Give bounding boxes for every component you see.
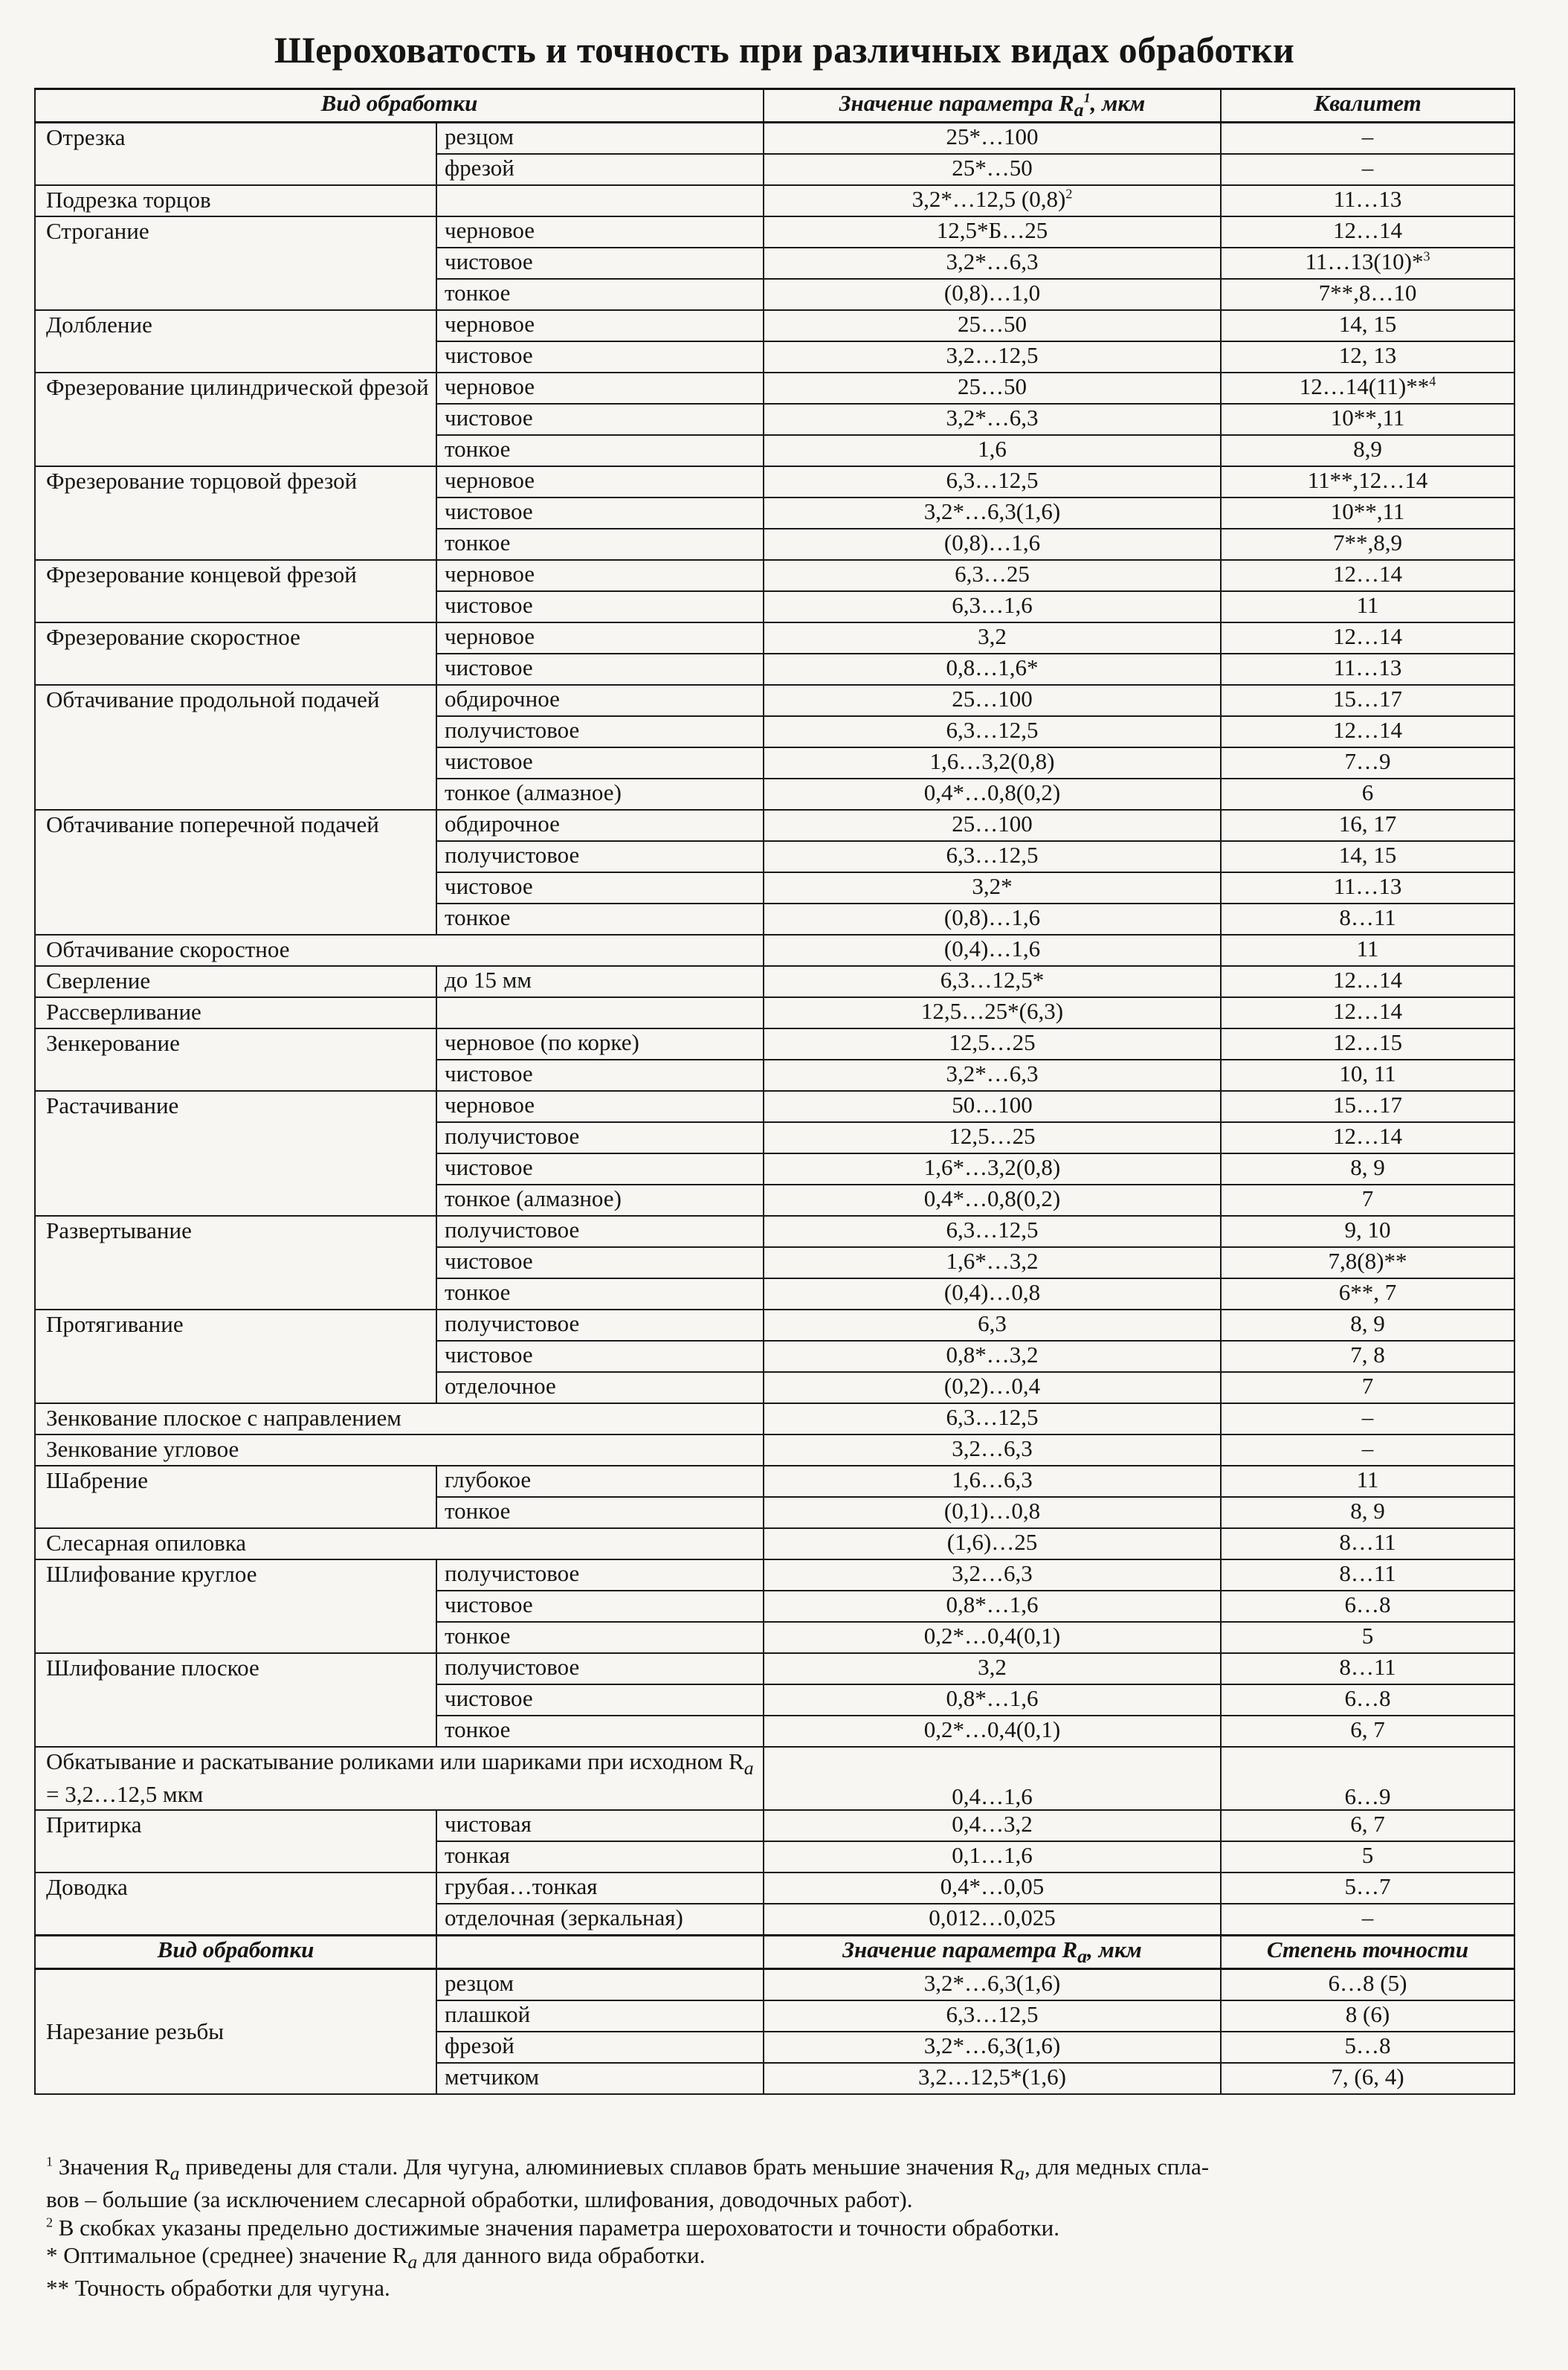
cell-ra-value: 25*…50 (764, 154, 1221, 185)
cell-ra-value: 3,2 (764, 1653, 1221, 1684)
table-row (35, 1969, 1514, 2001)
cell-quality-grade: 11 (1221, 591, 1514, 622)
header-ra-value: Значение параметра $R_a^1$, мкм (764, 89, 1221, 123)
cell-subtype: черновое (436, 1091, 764, 1122)
table-row (35, 1091, 1514, 1122)
cell-quality-grade: 7,8(8)** (1221, 1247, 1514, 1278)
table-row (35, 1028, 1514, 1060)
cell-quality-grade: 7, 8 (1221, 1341, 1514, 1372)
cell-ra-value: 0,2*…0,4(0,1) (764, 1622, 1221, 1653)
table-row (35, 997, 1514, 1028)
cell-processing-type: Слесарная опиловка (35, 1528, 764, 1559)
cell-processing-type: Обтачивание поперечной подачей (35, 810, 436, 935)
cell-processing-type: Фрезерование концевой фрезой (35, 560, 436, 622)
cell-quality-grade: 6**, 7 (1221, 1278, 1514, 1310)
cell-ra-value: 6,3…25 (764, 560, 1221, 591)
cell-ra-value: (0,4)…0,8 (764, 1278, 1221, 1310)
table-row (35, 1466, 1514, 1497)
cell-quality-grade: 7 (1221, 1185, 1514, 1216)
cell-quality-grade: 8, 9 (1221, 1153, 1514, 1185)
cell-ra-value: 0,1…1,6 (764, 1841, 1221, 1873)
table-row (35, 1434, 1514, 1466)
cell-subtype: тонкая (436, 1841, 764, 1873)
cell-ra-value: (0,8)…1,0 (764, 279, 1221, 310)
cell-ra-value: 1,6…6,3 (764, 1466, 1221, 1497)
table-row (35, 966, 1514, 997)
cell-ra-value: 25…50 (764, 373, 1221, 404)
cell-subtype: обдирочное (436, 685, 764, 716)
cell-quality-grade: 8…11 (1221, 1528, 1514, 1559)
cell-processing-type: Развертывание (35, 1216, 436, 1310)
cell-subtype: черновое (436, 310, 764, 341)
cell-subtype: тонкое (436, 435, 764, 466)
cell-subtype: получистовое (436, 1559, 764, 1591)
cell-ra-value: 0,8*…1,6 (764, 1684, 1221, 1716)
cell-quality-grade: 11 (1221, 1466, 1514, 1497)
header-quality-grade: Квалитет (1221, 89, 1514, 123)
cell-ra-value: 25*…100 (764, 123, 1221, 155)
cell-subtype: отделочное (436, 1372, 764, 1403)
table-row (35, 810, 1514, 841)
cell-processing-type: Зенкование плоское с направлением (35, 1403, 764, 1434)
cell-ra-value: 6,3…12,5* (764, 966, 1221, 997)
table-row (35, 560, 1514, 591)
cell-quality-grade: 16, 17 (1221, 810, 1514, 841)
cell-quality-grade: 5 (1221, 1841, 1514, 1873)
table-row (35, 1653, 1514, 1684)
cell-ra-value: 50…100 (764, 1091, 1221, 1122)
cell-ra-value: 0,4*…0,8(0,2) (764, 779, 1221, 810)
cell-subtype: чистовое (436, 747, 764, 779)
table-header-row (35, 89, 1514, 123)
cell-quality-grade: 15…17 (1221, 1091, 1514, 1122)
cell-quality-grade: 12…14 (1221, 997, 1514, 1028)
table-row (35, 1559, 1514, 1591)
cell-subtype: получистовое (436, 716, 764, 747)
cell-processing-type: Сверление (35, 966, 436, 997)
table-row (35, 466, 1514, 497)
cell-ra-value: 3,2*…6,3 (764, 1060, 1221, 1091)
cell-quality-grade: 12…14 (1221, 966, 1514, 997)
cell-subtype: получистовое (436, 1310, 764, 1341)
cell-ra-value: 6,3…12,5 (764, 1403, 1221, 1434)
cell-quality-grade: 12…14 (1221, 1122, 1514, 1153)
table-row (35, 685, 1514, 716)
cell-subtype: тонкое (436, 279, 764, 310)
cell-subtype: чистовое (436, 341, 764, 373)
cell-subtype: грубая…тонкая (436, 1873, 764, 1904)
cell-processing-type: Шлифование круглое (35, 1559, 436, 1653)
cell-quality-grade: 11…13(10)*$^3$ (1221, 248, 1514, 279)
cell-subtype (436, 185, 764, 216)
cell-subtype: резцом (436, 1969, 764, 2001)
cell-subtype: до 15 мм (436, 966, 764, 997)
cell-quality-grade: 11 (1221, 935, 1514, 966)
cell-processing-type: Рассверливание (35, 997, 436, 1028)
cell-ra-value: (1,6)…25 (764, 1528, 1221, 1559)
footnote-1: $^1$ Значения $R_a$ приведены для стали. Для чугуна, алюминиевых сплавов брать меньшие значения $R_a$, для медных спла- (46, 2154, 1210, 2185)
cell-subtype: получистовое (436, 1122, 764, 1153)
cell-ra-value: 3,2*…6,3(1,6) (764, 1969, 1221, 2001)
cell-processing-type: Строгание (35, 216, 436, 310)
cell-quality-grade: 6, 7 (1221, 1810, 1514, 1841)
cell-processing-type: Нарезание резьбы (35, 1969, 436, 2095)
cell-ra-value: 6,3…12,5 (764, 1216, 1221, 1247)
cell-quality-grade: 6, 7 (1221, 1716, 1514, 1747)
table-row (35, 216, 1514, 248)
cell-subtype: чистовое (436, 1153, 764, 1185)
cell-ra-value: 3,2 (764, 622, 1221, 654)
cell-processing-type: Фрезерование цилиндрической фрезой (35, 373, 436, 466)
cell-quality-grade: 15…17 (1221, 685, 1514, 716)
cell-ra-value: 6,3…12,5 (764, 841, 1221, 872)
cell-subtype: тонкое (алмазное) (436, 779, 764, 810)
cell-subtype: чистовое (436, 1591, 764, 1622)
cell-subtype: тонкое (436, 1278, 764, 1310)
cell-subtype: чистовое (436, 1247, 764, 1278)
table-row (35, 1810, 1514, 1841)
cell-ra-value: 0,8*…1,6 (764, 1591, 1221, 1622)
cell-subtype: обдирочное (436, 810, 764, 841)
cell-subtype: чистовое (436, 872, 764, 904)
cell-quality-grade: 11…13 (1221, 872, 1514, 904)
cell-ra-value: 3,2*…6,3(1,6) (764, 497, 1221, 529)
cell-quality-grade: 7**,8,9 (1221, 529, 1514, 560)
cell-ra-value: 0,4…3,2 (764, 1810, 1221, 1841)
cell-quality-grade: 7 (1221, 1372, 1514, 1403)
cell-quality-grade: 6…9 (1221, 1747, 1514, 1810)
page-title: Шероховатость и точность при различных видах обработки (274, 29, 1295, 71)
cell-processing-type: Шабрение (35, 1466, 436, 1528)
table-row (35, 310, 1514, 341)
cell-processing-type: Зенкование угловое (35, 1434, 764, 1466)
cell-ra-value: 3,2…12,5 (764, 341, 1221, 373)
cell-quality-grade: 6…8 (5) (1221, 1969, 1514, 2001)
header2-processing-type: Вид обработки (35, 1936, 436, 1969)
cell-ra-value: 0,4*…0,05 (764, 1873, 1221, 1904)
cell-ra-value: 25…100 (764, 685, 1221, 716)
cell-processing-type: Обтачивание скоростное (35, 935, 764, 966)
cell-ra-value: 3,2…6,3 (764, 1434, 1221, 1466)
table-row (35, 185, 1514, 216)
cell-quality-grade: 8…11 (1221, 1653, 1514, 1684)
cell-subtype: чистовое (436, 654, 764, 685)
cell-ra-value: 1,6*…3,2(0,8) (764, 1153, 1221, 1185)
cell-quality-grade: 5 (1221, 1622, 1514, 1653)
cell-quality-grade: 8 (6) (1221, 2000, 1514, 2032)
cell-ra-value: 3,2…12,5*(1,6) (764, 2063, 1221, 2094)
cell-ra-value: 25…100 (764, 810, 1221, 841)
cell-subtype: чистовое (436, 1060, 764, 1091)
cell-quality-grade: 11**,12…14 (1221, 466, 1514, 497)
cell-subtype: тонкое (436, 1622, 764, 1653)
cell-ra-value: (0,1)…0,8 (764, 1497, 1221, 1528)
header2-ra-value: Значение параметра $R_a$, мкм (764, 1936, 1221, 1969)
cell-quality-grade: 11…13 (1221, 185, 1514, 216)
cell-subtype: получистовое (436, 1653, 764, 1684)
cell-quality-grade: 6 (1221, 779, 1514, 810)
table-row (35, 373, 1514, 404)
cell-processing-type: Фрезерование скоростное (35, 622, 436, 685)
cell-processing-type: Отрезка (35, 123, 436, 186)
cell-quality-grade: 10, 11 (1221, 1060, 1514, 1091)
cell-quality-grade: 12…15 (1221, 1028, 1514, 1060)
cell-ra-value: 12,5…25*(6,3) (764, 997, 1221, 1028)
cell-subtype: тонкое (436, 1497, 764, 1528)
cell-ra-value: 3,2*…6,3(1,6) (764, 2032, 1221, 2063)
header2-precision-degree: Степень точности (1221, 1936, 1514, 1969)
cell-subtype: черновое (436, 466, 764, 497)
cell-quality-grade: 10**,11 (1221, 404, 1514, 435)
footnote-1-cont: вов – большие (за исключением слесарной обработки, шлифования, доводочных работ). (46, 2186, 913, 2212)
cell-subtype: тонкое (436, 529, 764, 560)
cell-quality-grade: – (1221, 123, 1514, 155)
cell-ra-value: 3,2*…6,3 (764, 404, 1221, 435)
cell-quality-grade: 6…8 (1221, 1591, 1514, 1622)
cell-quality-grade: 7, (6, 4) (1221, 2063, 1514, 2094)
cell-quality-grade: 8…11 (1221, 1559, 1514, 1591)
cell-quality-grade: – (1221, 154, 1514, 185)
cell-processing-type: Притирка (35, 1810, 436, 1873)
cell-ra-value: (0,2)…0,4 (764, 1372, 1221, 1403)
cell-subtype: получистовое (436, 1216, 764, 1247)
cell-processing-type: Подрезка торцов (35, 185, 436, 216)
cell-processing-type: Обтачивание продольной подачей (35, 685, 436, 810)
cell-processing-type: Шлифование плоское (35, 1653, 436, 1747)
cell-subtype: черновое (436, 373, 764, 404)
table-row (35, 1528, 1514, 1559)
cell-quality-grade: – (1221, 1434, 1514, 1466)
cell-subtype (436, 997, 764, 1028)
cell-subtype: чистовое (436, 404, 764, 435)
cell-ra-value: 6,3…12,5 (764, 716, 1221, 747)
cell-ra-value: (0,8)…1,6 (764, 904, 1221, 935)
cell-quality-grade: – (1221, 1403, 1514, 1434)
cell-quality-grade: 12…14 (1221, 716, 1514, 747)
cell-ra-value: 12,5…25 (764, 1028, 1221, 1060)
cell-ra-value: 25…50 (764, 310, 1221, 341)
cell-subtype: резцом (436, 123, 764, 155)
cell-ra-value: 3,2* (764, 872, 1221, 904)
cell-subtype: получистовое (436, 841, 764, 872)
table-row (35, 622, 1514, 654)
cell-quality-grade: 8, 9 (1221, 1310, 1514, 1341)
cell-quality-grade: 7…9 (1221, 747, 1514, 779)
cell-quality-grade: 10**,11 (1221, 497, 1514, 529)
cell-ra-value: 0,012…0,025 (764, 1904, 1221, 1936)
cell-processing-type: Растачивание (35, 1091, 436, 1216)
cell-subtype: чистовое (436, 248, 764, 279)
cell-ra-value: 3,2…6,3 (764, 1559, 1221, 1591)
header2-empty (436, 1936, 764, 1969)
cell-ra-value: (0,8)…1,6 (764, 529, 1221, 560)
roughness-table (34, 88, 1515, 2095)
footnote-3: * Оптимальное (среднее) значение $R_a$ для данного вида обработки. (46, 2242, 706, 2273)
cell-quality-grade: 14, 15 (1221, 310, 1514, 341)
cell-quality-grade: 12, 13 (1221, 341, 1514, 373)
cell-subtype: тонкое (436, 1716, 764, 1747)
cell-quality-grade: 5…7 (1221, 1873, 1514, 1904)
cell-ra-value: 6,3…1,6 (764, 591, 1221, 622)
cell-subtype: тонкое (алмазное) (436, 1185, 764, 1216)
cell-subtype: черновое (по корке) (436, 1028, 764, 1060)
cell-subtype: черновое (436, 216, 764, 248)
cell-processing-type: Фрезерование торцовой фрезой (35, 466, 436, 560)
cell-ra-value: 3,2*…12,5 $(0,8)^2$ (764, 185, 1221, 216)
cell-subtype: черновое (436, 622, 764, 654)
cell-subtype: фрезой (436, 154, 764, 185)
footnotes (46, 2153, 1511, 2302)
cell-quality-grade: 11…13 (1221, 654, 1514, 685)
cell-subtype: чистовое (436, 497, 764, 529)
cell-subtype: чистовое (436, 1684, 764, 1716)
cell-quality-grade: 7**,8…10 (1221, 279, 1514, 310)
table-body (35, 89, 1514, 2095)
cell-subtype: плашкой (436, 2000, 764, 2032)
cell-quality-grade: 9, 10 (1221, 1216, 1514, 1247)
cell-ra-value: 0,4…1,6 (764, 1747, 1221, 1810)
cell-ra-value: 0,8*…3,2 (764, 1341, 1221, 1372)
cell-subtype: чистовое (436, 1341, 764, 1372)
cell-ra-value: 12,5*Б…25 (764, 216, 1221, 248)
cell-subtype: метчиком (436, 2063, 764, 2094)
cell-quality-grade: 14, 15 (1221, 841, 1514, 872)
cell-processing-type: Доводка (35, 1873, 436, 1936)
cell-quality-grade: 6…8 (1221, 1684, 1514, 1716)
footnote-2: $^2$ В скобках указаны предельно достижимые значения параметра шероховатости и точности обработки. (46, 2214, 1059, 2241)
cell-quality-grade: 12…14(11)**$^4$ (1221, 373, 1514, 404)
footnote-4: ** Точность обработки для чугуна. (46, 2275, 390, 2301)
table-row (35, 1310, 1514, 1341)
cell-quality-grade: 5…8 (1221, 2032, 1514, 2063)
table-header-row-2 (35, 1936, 1514, 1969)
cell-quality-grade: 12…14 (1221, 560, 1514, 591)
cell-quality-grade: 12…14 (1221, 622, 1514, 654)
cell-quality-grade: – (1221, 1904, 1514, 1936)
cell-ra-value: 1,6 (764, 435, 1221, 466)
cell-quality-grade: 8…11 (1221, 904, 1514, 935)
table-row (35, 1747, 1514, 1810)
cell-ra-value: 0,2*…0,4(0,1) (764, 1716, 1221, 1747)
cell-ra-value: (0,4)…1,6 (764, 935, 1221, 966)
cell-quality-grade: 8, 9 (1221, 1497, 1514, 1528)
cell-subtype: фрезой (436, 2032, 764, 2063)
cell-ra-value: 6,3…12,5 (764, 2000, 1221, 2032)
cell-subtype: глубокое (436, 1466, 764, 1497)
table-row (35, 1216, 1514, 1247)
table-row (35, 123, 1514, 155)
cell-quality-grade: 8,9 (1221, 435, 1514, 466)
cell-processing-type: Зенкерование (35, 1028, 436, 1091)
cell-ra-value: 12,5…25 (764, 1122, 1221, 1153)
cell-subtype: чистовое (436, 591, 764, 622)
cell-ra-value: 6,3 (764, 1310, 1221, 1341)
cell-ra-value: 6,3…12,5 (764, 466, 1221, 497)
cell-subtype: черновое (436, 560, 764, 591)
table-row (35, 935, 1514, 966)
cell-subtype: чистовая (436, 1810, 764, 1841)
cell-subtype: отделочная (зеркальная) (436, 1904, 764, 1936)
cell-processing-type: Долбление (35, 310, 436, 373)
table-row (35, 1403, 1514, 1434)
cell-subtype: тонкое (436, 904, 764, 935)
cell-ra-value: 1,6*…3,2 (764, 1247, 1221, 1278)
cell-quality-grade: 12…14 (1221, 216, 1514, 248)
table-row (35, 1873, 1514, 1904)
cell-processing-type: Обкатывание и раскатывание роликами или шариками при исходном $R_a$ = 3,2…12,5 мкм (35, 1747, 764, 1810)
cell-ra-value: 0,4*…0,8(0,2) (764, 1185, 1221, 1216)
cell-processing-type: Протягивание (35, 1310, 436, 1403)
cell-ra-value: 0,8…1,6* (764, 654, 1221, 685)
header-processing-type: Вид обработки (35, 89, 764, 123)
cell-ra-value: 1,6…3,2(0,8) (764, 747, 1221, 779)
cell-ra-value: 3,2*…6,3 (764, 248, 1221, 279)
